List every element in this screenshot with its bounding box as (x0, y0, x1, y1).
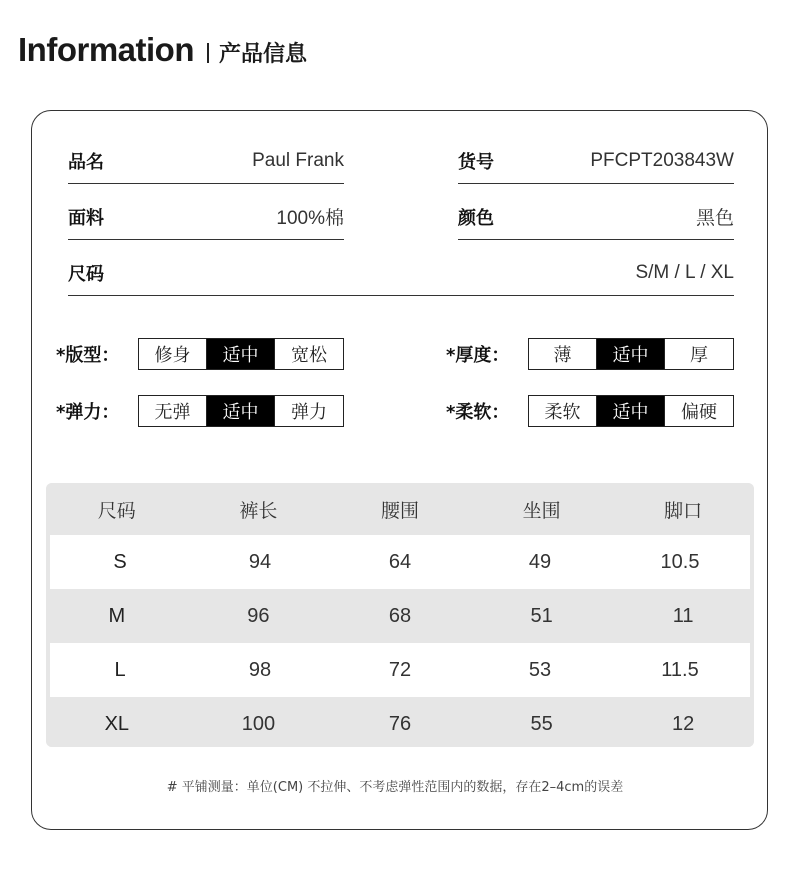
table-row (46, 589, 754, 643)
table-header-cell: 脚口 (664, 499, 703, 522)
table-row (50, 643, 750, 697)
table-cell: L (114, 658, 126, 681)
table-cell: 11.5 (661, 658, 699, 681)
table-cell: S (113, 550, 127, 573)
thickness-option: 厚 (690, 345, 708, 366)
page-title: Information (18, 31, 194, 68)
info-row-color (458, 194, 734, 240)
thickness-options (528, 338, 734, 370)
elasticity-label: *弹力： (56, 402, 120, 423)
name-value: Paul Frank (252, 149, 344, 171)
fit-options (138, 338, 344, 370)
measurement-note: # 平铺测量：单位(CM) 不拉伸、不考虑弹性范围内的数据，存在2–4cm的误差 (166, 780, 624, 795)
table-row (50, 535, 750, 589)
page-header (18, 30, 307, 70)
size-label: 尺码 (68, 263, 104, 285)
fit-option: 宽松 (291, 345, 327, 366)
size-table (46, 483, 754, 747)
table-cell: 72 (388, 658, 412, 681)
table-header-row (46, 483, 754, 535)
color-label: 颜色 (458, 207, 494, 229)
attr-elasticity (56, 395, 344, 427)
table-cell: 55 (530, 712, 553, 735)
table-cell: 76 (388, 712, 412, 735)
table-cell: 96 (247, 604, 270, 627)
name-label: 品名 (68, 151, 104, 173)
table-cell: 12 (672, 712, 695, 735)
elasticity-option: 无弹 (139, 396, 207, 426)
table-cell: M (108, 604, 126, 627)
softness-option: 偏硬 (681, 402, 717, 423)
sku-label: 货号 (458, 151, 494, 173)
table-cell: XL (104, 712, 130, 735)
attr-softness (446, 395, 734, 427)
info-row-fabric (68, 194, 344, 240)
fabric-label: 面料 (68, 207, 104, 229)
table-row (46, 697, 754, 747)
fit-option-selected: 适中 (207, 339, 275, 369)
table-cell: 10.5 (660, 550, 700, 573)
color-value: 黑色 (695, 208, 734, 229)
softness-label: *柔软： (446, 402, 510, 423)
info-row-size (68, 250, 734, 296)
table-cell: 100 (241, 712, 276, 735)
fit-option: 修身 (139, 339, 207, 369)
sku-value: PFCPT203843W (590, 149, 734, 171)
table-cell: 98 (248, 658, 272, 681)
fit-label: *版型： (56, 345, 120, 366)
softness-option: 柔软 (529, 396, 597, 426)
table-cell: 94 (248, 550, 272, 573)
size-value: S/M / L / XL (635, 261, 734, 283)
table-header-cell: 腰围 (380, 499, 419, 522)
fabric-value: 100%棉 (276, 208, 344, 229)
attr-thickness (446, 338, 734, 370)
table-cell: 49 (528, 550, 552, 573)
attr-fit (56, 338, 344, 370)
table-cell: 53 (528, 658, 552, 681)
softness-options (528, 395, 734, 427)
table-header-cell: 坐围 (522, 499, 561, 522)
table-cell: 68 (388, 604, 412, 627)
thickness-label: *厚度： (446, 345, 510, 366)
table-header-cell: 裤长 (239, 499, 278, 522)
table-cell: 51 (530, 604, 553, 627)
table-cell: 64 (388, 550, 412, 573)
elasticity-option-selected: 适中 (207, 396, 275, 426)
table-header-cell: 尺码 (97, 499, 136, 522)
table-cell: 11 (672, 604, 694, 627)
elasticity-option: 弹力 (291, 402, 327, 423)
thickness-option-selected: 适中 (597, 339, 665, 369)
title-divider (207, 43, 209, 63)
page-subtitle: 产品信息 (218, 41, 307, 67)
elasticity-options (138, 395, 344, 427)
info-row-name (68, 138, 344, 184)
info-row-sku (458, 138, 734, 184)
softness-option-selected: 适中 (597, 396, 665, 426)
thickness-option: 薄 (529, 339, 597, 369)
